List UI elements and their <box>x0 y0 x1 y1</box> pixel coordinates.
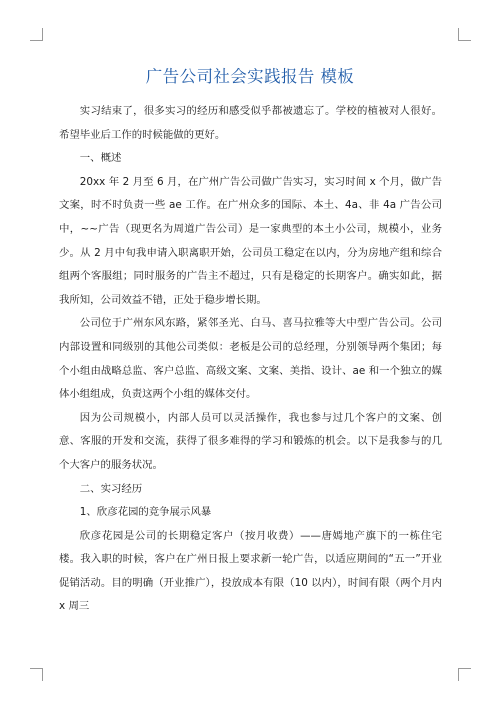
document-title: 广告公司社会实践报告 模板 <box>145 67 355 86</box>
section-heading-overview: 一、概述 <box>79 152 122 165</box>
crop-mark-bottom-left <box>30 668 43 681</box>
subheading-xinyan-garden: 1、欣彦花园的竞争展示风暴 <box>79 506 212 519</box>
paragraph-participation: 因为公司规模小，内部人员可以灵活操作，我也参与过几个客户的文案、创意、客服的开发和交流，获得了很多难得的学习和锻炼的机会。以下是我参与的几个大客户的服务状况。 <box>59 411 442 471</box>
paragraph-company: 公司位于广州东风东路，紧邻圣光、白马、喜马拉雅等大中型广告公司。公司内部设置和同级别的其他公司类似：老板是公司的总经理，分别领导两个集团；每个小组由战略总监、客户总监、高级文案、文案、美指、设计、ae 和一个独立的媒体小组组成，负责这两个小组的媒体交付。 <box>59 317 442 401</box>
paragraph-overview: 20xx 年 2 月至 6 月，在广州广告公司做广告实习，实习时间 x 个月，做广告文案，时不时负责一些 ae 工作。在广州众多的国际、本土、4a、非 4a 广告公司中，~~广告（现更名为周道广告公司）是一家典型的本土小公司，规模小，业务少。从 2 月中旬我申请入职离职开始，公司员工稳定在以内，分为房地产组和综合组两个客服组；同时服务的广告主不超过，只有是稳定的长期客户。确实如此，据我所知，公司效益不错，正处于稳步增长期。 <box>59 175 442 306</box>
crop-mark-bottom-right <box>458 668 471 681</box>
section-heading-experience: 二、实习经历 <box>79 482 143 495</box>
paragraph-intro: 实习结束了，很多实习的经历和感受似乎都被遗忘了。学校的植被对人很好。希望毕业后工作的时候能做的更好。 <box>59 105 442 141</box>
document-body <box>59 100 442 619</box>
crop-mark-top-right <box>458 28 471 41</box>
crop-mark-top-left <box>30 28 43 41</box>
paragraph-xinyan-garden: 欣彦花园是公司的长期稳定客户（按月收费）——唐嫣地产旗下的一栋住宅楼。我入职的时候，客户在广州日报上要求新一轮广告，以适应期间的“五一”开业促销活动。目的明确（开业推广），投放成本有限（10 以内），时间有限（两个月内 x 周三 <box>59 529 442 613</box>
